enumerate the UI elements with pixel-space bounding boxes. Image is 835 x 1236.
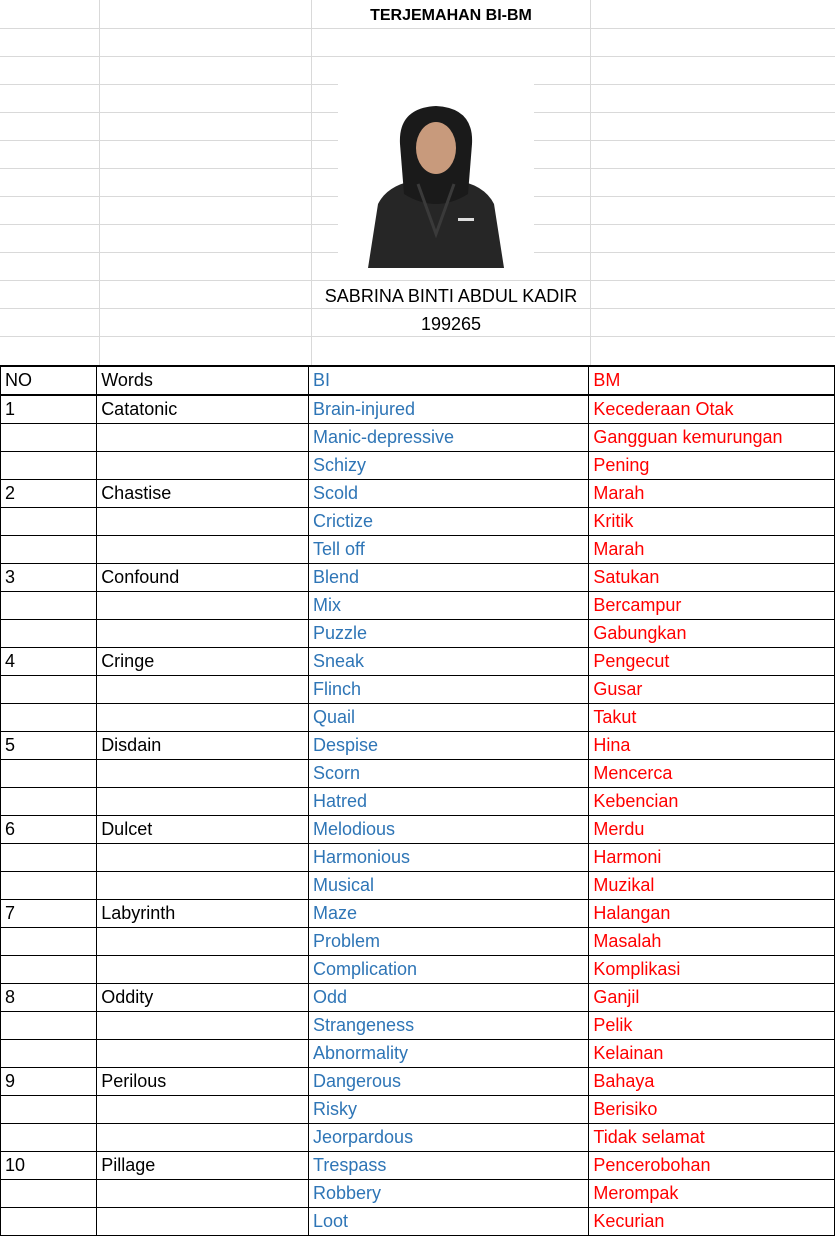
cell-word[interactable] xyxy=(97,1124,309,1152)
cell-bi[interactable]: Risky xyxy=(309,1096,589,1124)
cell-word[interactable] xyxy=(97,928,309,956)
cell-no[interactable]: 7 xyxy=(1,900,97,928)
cell-word[interactable] xyxy=(97,620,309,648)
cell-bm[interactable]: Gabungkan xyxy=(589,620,835,648)
cell-no[interactable] xyxy=(1,1096,97,1124)
cell-bi[interactable]: Puzzle xyxy=(309,620,589,648)
cell-bi[interactable]: Manic-depressive xyxy=(309,424,589,452)
cell-word[interactable] xyxy=(97,872,309,900)
cell-bm[interactable]: Pelik xyxy=(589,1012,835,1040)
table-row xyxy=(1,508,835,536)
cell-bm[interactable]: Ganjil xyxy=(589,984,835,1012)
student-id: 199265 xyxy=(420,314,482,334)
cell-bi[interactable]: Musical xyxy=(309,872,589,900)
cell-bm[interactable]: Hina xyxy=(589,732,835,760)
table-row xyxy=(1,620,835,648)
cell-no[interactable] xyxy=(1,452,97,480)
cell-no[interactable] xyxy=(1,1208,97,1236)
table-header-row xyxy=(1,366,835,395)
cell-word[interactable]: Labyrinth xyxy=(97,900,309,928)
cell-word[interactable]: Pillage xyxy=(97,1152,309,1180)
cell-bm[interactable]: Tidak selamat xyxy=(589,1124,835,1152)
cell-bi[interactable]: Dangerous xyxy=(309,1068,589,1096)
table-row xyxy=(1,760,835,788)
cell-no[interactable]: 5 xyxy=(1,732,97,760)
cell-bm[interactable]: Muzikal xyxy=(589,872,835,900)
cell-no[interactable] xyxy=(1,704,97,732)
cell-bi[interactable]: Problem xyxy=(309,928,589,956)
cell-bi[interactable]: Mix xyxy=(309,592,589,620)
cell-word[interactable]: Chastise xyxy=(97,480,309,508)
table-row xyxy=(1,732,835,760)
table-row xyxy=(1,592,835,620)
cell-word[interactable] xyxy=(97,536,309,564)
portrait-photo xyxy=(338,84,534,268)
cell-no[interactable] xyxy=(1,956,97,984)
table-row xyxy=(1,424,835,452)
cell-bm[interactable]: Berisiko xyxy=(589,1096,835,1124)
cell-bm[interactable]: Harmoni xyxy=(589,844,835,872)
table-row xyxy=(1,788,835,816)
table-row xyxy=(1,452,835,480)
cell-bi[interactable]: Jeorpardous xyxy=(309,1124,589,1152)
cell-bm[interactable]: Marah xyxy=(589,536,835,564)
cell-no[interactable] xyxy=(1,508,97,536)
cell-bm[interactable]: Kecurian xyxy=(589,1208,835,1236)
cell-bi[interactable]: Quail xyxy=(309,704,589,732)
table-row xyxy=(1,900,835,928)
table-row xyxy=(1,844,835,872)
table-row xyxy=(1,648,835,676)
cell-word[interactable] xyxy=(97,1180,309,1208)
table-row xyxy=(1,480,835,508)
header-bm[interactable]: BM xyxy=(589,366,835,395)
cell-bi[interactable]: Odd xyxy=(309,984,589,1012)
table-row xyxy=(1,1040,835,1068)
table-row xyxy=(1,1180,835,1208)
cell-bm[interactable]: Pengecut xyxy=(589,648,835,676)
cell-bm[interactable]: Bercampur xyxy=(589,592,835,620)
cell-word[interactable] xyxy=(97,452,309,480)
cell-bi[interactable]: Flinch xyxy=(309,676,589,704)
cell-word[interactable] xyxy=(97,704,309,732)
cell-word[interactable] xyxy=(97,508,309,536)
cell-word[interactable] xyxy=(97,424,309,452)
cell-bi[interactable]: Hatred xyxy=(309,788,589,816)
table-row xyxy=(1,928,835,956)
cell-bi[interactable]: Robbery xyxy=(309,1180,589,1208)
translation-table xyxy=(0,365,835,1236)
cell-bi[interactable]: Harmonious xyxy=(309,844,589,872)
cell-no[interactable]: 6 xyxy=(1,816,97,844)
cell-word[interactable] xyxy=(97,1208,309,1236)
cell-bm[interactable]: Merompak xyxy=(589,1180,835,1208)
cell-word[interactable]: Confound xyxy=(97,564,309,592)
cell-bm[interactable]: Kecederaan Otak xyxy=(589,395,835,424)
header-no[interactable]: NO xyxy=(1,366,97,395)
cell-word[interactable] xyxy=(97,788,309,816)
cell-bm[interactable]: Gangguan kemurungan xyxy=(589,424,835,452)
cell-no[interactable] xyxy=(1,676,97,704)
table-row xyxy=(1,564,835,592)
cell-bm[interactable]: Pening xyxy=(589,452,835,480)
cell-word[interactable] xyxy=(97,1040,309,1068)
cell-bi[interactable]: Despise xyxy=(309,732,589,760)
cell-bm[interactable]: Halangan xyxy=(589,900,835,928)
cell-no[interactable]: 4 xyxy=(1,648,97,676)
cell-bi[interactable]: Blend xyxy=(309,564,589,592)
cell-bi[interactable]: Trespass xyxy=(309,1152,589,1180)
table-row xyxy=(1,1096,835,1124)
cell-bm[interactable]: Gusar xyxy=(589,676,835,704)
cell-no[interactable] xyxy=(1,844,97,872)
cell-no[interactable] xyxy=(1,760,97,788)
table-row xyxy=(1,395,835,424)
cell-word[interactable] xyxy=(97,844,309,872)
cell-bi[interactable]: Crictize xyxy=(309,508,589,536)
cell-bm[interactable]: Komplikasi xyxy=(589,956,835,984)
cell-no[interactable]: 3 xyxy=(1,564,97,592)
cell-bi[interactable]: Scorn xyxy=(309,760,589,788)
cell-word[interactable] xyxy=(97,760,309,788)
cell-bm[interactable]: Pencerobohan xyxy=(589,1152,835,1180)
cell-word[interactable]: Catatonic xyxy=(97,395,309,424)
cell-no[interactable] xyxy=(1,1012,97,1040)
cell-bi[interactable]: Scold xyxy=(309,480,589,508)
cell-word[interactable] xyxy=(97,592,309,620)
table-row xyxy=(1,1208,835,1236)
table-row xyxy=(1,676,835,704)
cell-no[interactable] xyxy=(1,536,97,564)
cell-word[interactable] xyxy=(97,1096,309,1124)
cell-word[interactable] xyxy=(97,676,309,704)
table-row xyxy=(1,956,835,984)
cell-bi[interactable]: Sneak xyxy=(309,648,589,676)
cell-bi[interactable]: Melodious xyxy=(309,816,589,844)
table-row xyxy=(1,1068,835,1096)
cell-no[interactable]: 10 xyxy=(1,1152,97,1180)
cell-bm[interactable]: Takut xyxy=(589,704,835,732)
header-bi[interactable]: BI xyxy=(309,366,589,395)
table-row xyxy=(1,816,835,844)
cell-no[interactable]: 9 xyxy=(1,1068,97,1096)
cell-word[interactable] xyxy=(97,1012,309,1040)
cell-no[interactable] xyxy=(1,788,97,816)
cell-no[interactable] xyxy=(1,1124,97,1152)
table-row xyxy=(1,704,835,732)
cell-no[interactable] xyxy=(1,592,97,620)
cell-bm[interactable]: Masalah xyxy=(589,928,835,956)
cell-bm[interactable]: Satukan xyxy=(589,564,835,592)
student-name: SABRINA BINTI ABDUL KADIR xyxy=(324,286,578,306)
cell-no[interactable] xyxy=(1,620,97,648)
cell-bm[interactable]: Marah xyxy=(589,480,835,508)
document-title: TERJEMAHAN BI-BM xyxy=(370,7,532,24)
cell-bi[interactable]: Tell off xyxy=(309,536,589,564)
cell-no[interactable]: 2 xyxy=(1,480,97,508)
cell-no[interactable] xyxy=(1,1180,97,1208)
table-row xyxy=(1,536,835,564)
table-row xyxy=(1,1124,835,1152)
cell-word[interactable]: Oddity xyxy=(97,984,309,1012)
cell-no[interactable]: 1 xyxy=(1,395,97,424)
cell-bm[interactable]: Mencerca xyxy=(589,760,835,788)
cell-word[interactable]: Disdain xyxy=(97,732,309,760)
cell-bm[interactable]: Bahaya xyxy=(589,1068,835,1096)
cell-no[interactable] xyxy=(1,1040,97,1068)
cell-word[interactable]: Dulcet xyxy=(97,816,309,844)
cell-bm[interactable]: Kebencian xyxy=(589,788,835,816)
cell-word[interactable] xyxy=(97,956,309,984)
table-row xyxy=(1,1012,835,1040)
cell-bi[interactable]: Brain-injured xyxy=(309,395,589,424)
cell-no[interactable] xyxy=(1,872,97,900)
cell-bm[interactable]: Merdu xyxy=(589,816,835,844)
cell-bi[interactable]: Schizy xyxy=(309,452,589,480)
cell-bi[interactable]: Complication xyxy=(309,956,589,984)
cell-bi[interactable]: Strangeness xyxy=(309,1012,589,1040)
table-row xyxy=(1,872,835,900)
cell-bm[interactable]: Kritik xyxy=(589,508,835,536)
cell-bm[interactable]: Kelainan xyxy=(589,1040,835,1068)
table-row xyxy=(1,984,835,1012)
cell-bi[interactable]: Abnormality xyxy=(309,1040,589,1068)
header-words[interactable]: Words xyxy=(97,366,309,395)
cell-word[interactable]: Perilous xyxy=(97,1068,309,1096)
cell-no[interactable] xyxy=(1,424,97,452)
cell-no[interactable] xyxy=(1,928,97,956)
cell-bi[interactable]: Loot xyxy=(309,1208,589,1236)
cell-bi[interactable]: Maze xyxy=(309,900,589,928)
table-row xyxy=(1,1152,835,1180)
cell-word[interactable]: Cringe xyxy=(97,648,309,676)
cell-no[interactable]: 8 xyxy=(1,984,97,1012)
